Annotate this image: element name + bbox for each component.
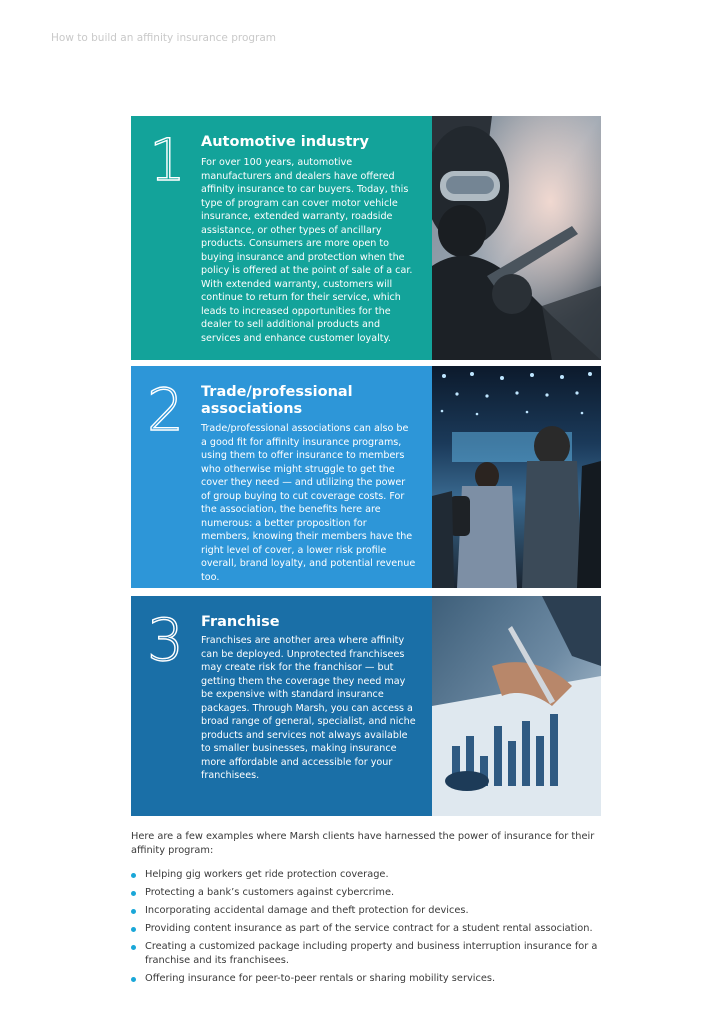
card-title: Franchise (201, 614, 280, 630)
photo-trade-show (432, 366, 601, 588)
intro-paragraph: Here are a few examples where Marsh clients have harnessed the power of insurance for their affinity program: (131, 831, 595, 856)
bullet-icon (131, 909, 136, 914)
examples-list (131, 868, 601, 990)
list-item: Helping gig workers get ride protection coverage. (131, 868, 601, 882)
list-item: Incorporating accidental damage and theft protection for devices. (131, 904, 601, 918)
svg-text:2: 2 (147, 382, 184, 434)
card-panel (131, 116, 432, 360)
card-body: For over 100 years, automotive manufacturers and dealers have offered affinity insurance to car buyers. Today, this type of program can cover motor vehicle insurance, extended warranty, roadside assistance, or other types of ancillary products. Consumers are more open to buying insurance and protection when the policy is offered at the point of sale of a car. With extended warranty, customers will continue to return for their service, which leads to increased opportunities for the dealer to sell additional products and services and enhance customer loyalty. (201, 157, 413, 344)
number-three-icon (147, 612, 187, 664)
bullet-icon (131, 873, 136, 878)
svg-text:1: 1 (149, 132, 186, 184)
card-panel (131, 366, 432, 588)
list-item: Providing content insurance as part of the service contract for a student rental association. (131, 922, 601, 936)
bullet-icon (131, 927, 136, 932)
photo-charts-pen (432, 596, 601, 816)
card-title: Trade/professional associations (201, 384, 353, 417)
number-two-icon (147, 382, 187, 434)
card-panel (131, 596, 432, 816)
card-automotive (131, 116, 601, 360)
card-franchise (131, 596, 601, 816)
card-body: Franchises are another area where affinity can be deployed. Unprotected franchisees may create risk for the franchisor — but getting them the coverage they need may be expensive with standard insurance packages. Through Marsh, you can access a broad range of general, specialist, and niche products and services not always available to smaller businesses, making insurance more affordable and accessible for your franchisees. (201, 635, 416, 781)
number-one-icon (147, 132, 187, 184)
list-item: Offering insurance for peer-to-peer rentals or sharing mobility services. (131, 972, 601, 986)
list-item: Protecting a bank’s customers against cybercrime. (131, 886, 601, 900)
list-item: Creating a customized package including property and business interruption insurance for a franchise and its franchisees. (131, 940, 601, 967)
svg-text:3: 3 (147, 612, 184, 664)
card-body: Trade/professional associations can also be a good fit for affinity insurance programs, using them to offer insurance to members who otherwise might struggle to get the cover they need — and utilizing the power of group buying to cut coverage costs. For the association, the benefits here are numerous: a better proposition for members, knowing their members have the right level of cover, a lower risk profile overall, brand loyalty, and potential revenue too. (201, 423, 416, 583)
running-header: How to build an affinity insurance program (51, 32, 277, 44)
photo-car-painter (432, 116, 601, 360)
bullet-icon (131, 891, 136, 896)
card-associations (131, 366, 601, 588)
bullet-icon (131, 945, 136, 950)
bullet-icon (131, 977, 136, 982)
card-title: Automotive industry (201, 134, 369, 150)
